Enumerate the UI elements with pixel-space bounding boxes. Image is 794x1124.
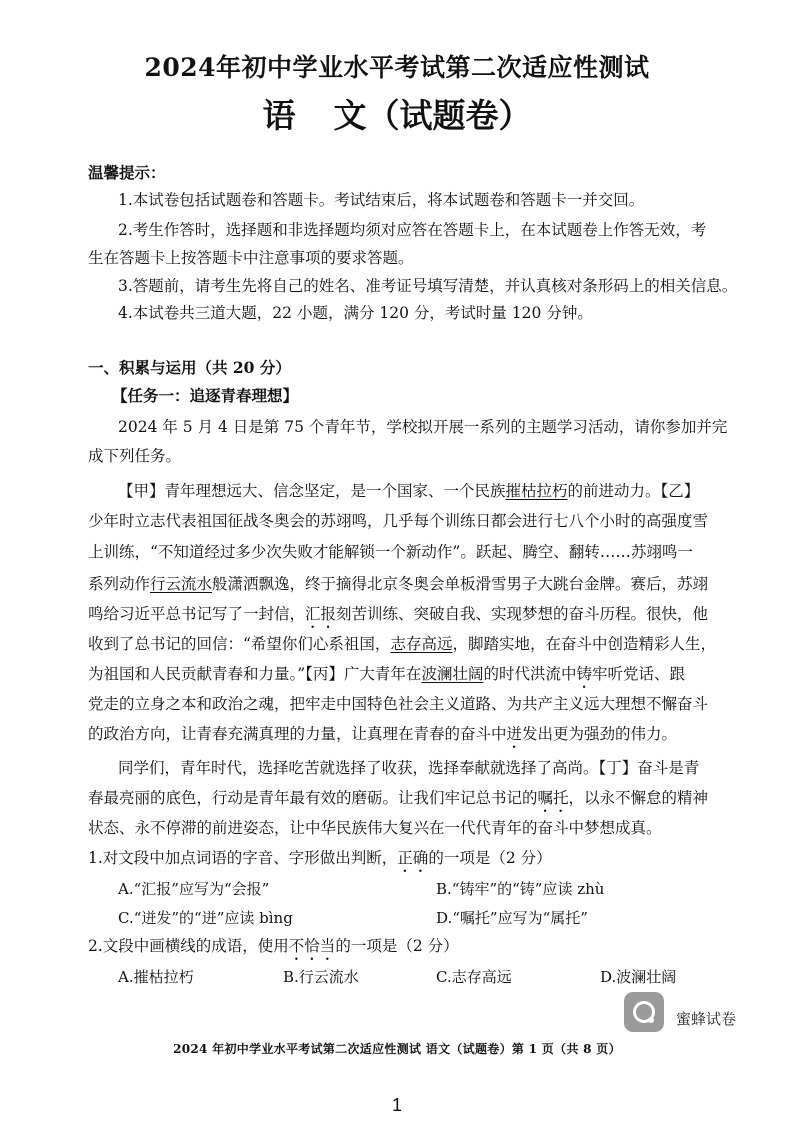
notice-item-4: 4.本试卷共三道大题，22 小题，满分 120 分，考试时量 120 分钟。 xyxy=(118,304,593,322)
idiom-underline-1: 摧枯拉朽 xyxy=(505,482,568,500)
q1-option-c: C.“迸发”的“迸”应读 bìng xyxy=(118,909,293,927)
passage-line-12: 状态、永不停滞的前进姿态，让中华民族伟大复兴在一代代青年的奋斗中梦想成真。 xyxy=(88,819,662,837)
q2-option-a: A.摧枯拉朽 xyxy=(118,968,194,986)
q2-emphasis: 不恰当 xyxy=(288,937,336,955)
q1-option-b: B.“铸牢”的“铸”应读 zhù xyxy=(436,880,605,898)
dotted-word-3: 迸 xyxy=(506,725,523,743)
passage-line-9: 的政治方向，让青春充满真理的力量，让真理在青春的奋斗中迸发出更为强劲的伟力。 xyxy=(88,725,678,743)
dotted-word-2: 铸 xyxy=(576,665,592,683)
passage-line-5: 鸣给习近平总书记写了一封信，汇报刻苦训练、突破自我、实现梦想的奋斗历程。很快，他 xyxy=(88,605,709,623)
q1-emphasis: 正确 xyxy=(397,849,429,867)
passage-line-11: 春最亮丽的底色，行动是青年最有效的磨砺。让我们牢记总书记的嘱托，以永不懈怠的精神 xyxy=(88,789,709,807)
passage-line-8: 党走的立身之本和政治之魂，把牢走中国特色社会主义道路、为共产主义远大理想不懈奋斗 xyxy=(88,695,709,713)
passage-line-4: 系列动作行云流水般潇洒飘逸，终于摘得北京冬奥会单板滑雪男子大跳台金牌。赛后，苏翊 xyxy=(88,575,709,593)
subject-title-b: 文（试题卷） xyxy=(333,96,532,135)
intro-line-2: 成下列任务。 xyxy=(88,447,182,465)
notice-heading: 温馨提示： xyxy=(88,163,166,182)
notice-item-1: 1.本试卷包括试题卷和答题卡。考试结束后，将本试题卷和答题卡一并交回。 xyxy=(118,191,645,209)
notice-item-2-line-1: 2.考生作答时，选择题和非选择题均须对应答在答题卡上，在本试题卷上作答无效，考 xyxy=(118,221,707,239)
q2-option-c: C.志存高远 xyxy=(436,968,512,986)
passage-line-10: 同学们，青年时代，选择吃苦就选择了收获，选择奉献就选择了高尚。【丁】奋斗是青 xyxy=(118,759,700,777)
notice-item-3: 3.答题前，请考生先将自己的姓名、准考证号填写清楚，并认真核对条形码上的相关信息。 xyxy=(118,277,738,295)
intro-line-1: 2024 年 5 月 4 日是第 75 个青年节，学校拟开展一系列的主题学习活动，请你参加并完 xyxy=(118,418,728,436)
watermark-text: 蜜蜂试卷 xyxy=(676,1011,737,1028)
subject-title-a: 语 xyxy=(262,96,296,135)
notice-item-2-line-2: 生在答题卡上按答题卡中注意事项的要求答题。 xyxy=(88,249,414,267)
exam-title: 2024年初中学业水平考试第二次适应性测试 xyxy=(144,53,650,82)
idiom-underline-4: 波澜壮阔 xyxy=(421,665,484,683)
q2-option-b: B.行云流水 xyxy=(283,968,359,986)
passage-line-1: 【甲】青年理想远大、信念坚定，是一个国家、一个民族摧枯拉朽的前进动力。【乙】 xyxy=(118,482,700,500)
task-heading: 【任务一：追逐青春理想】 xyxy=(112,386,299,405)
passage-line-2: 少年时立志代表祖国征战冬奥会的苏翊鸣，几乎每个训练日都会进行七八个小时的高强度雪 xyxy=(88,512,709,530)
bee-logo-icon xyxy=(624,992,664,1032)
idiom-underline-2: 行云流水 xyxy=(150,575,213,593)
passage-line-3: 上训练，“不知道经过多少次失败才能解锁一个新动作”。跃起、腾空、翻转……苏翊鸣一 xyxy=(88,543,693,561)
page-number: 1 xyxy=(391,1095,402,1115)
dotted-word-4: 嘱托 xyxy=(537,789,569,807)
section-heading: 一、积累与运用（共 20 分） xyxy=(88,358,291,377)
q1-option-a: A.“汇报”应写为“会报” xyxy=(118,880,270,898)
passage-line-6: 收到了总书记的回信：“希望你们心系祖国，志存高远，脚踏实地，在奋斗中创造精彩人生， xyxy=(88,635,716,653)
idiom-underline-3: 志存高远 xyxy=(390,635,453,653)
running-footer: 2024 年初中学业水平考试第二次适应性测试 语文（试题卷）第 1 页（共 8 页） xyxy=(173,1042,621,1056)
passage-line-7: 为祖国和人民贡献青春和力量。”【丙】广大青年在波澜壮阔的时代洪流中铸牢听党话、跟 xyxy=(88,665,685,683)
question-2-stem: 2.文段中画横线的成语，使用不恰当的一项是（2 分） xyxy=(88,937,459,955)
dotted-word-1: 汇报 xyxy=(305,605,337,623)
q1-option-d: D.“嘱托”应写为“属托” xyxy=(436,909,588,927)
question-1-stem: 1.对文段中加点词语的字音、字形做出判断，正确的一项是（2 分） xyxy=(88,849,552,867)
subject-title xyxy=(0,90,794,137)
q2-option-d: D.波澜壮阔 xyxy=(600,968,677,986)
